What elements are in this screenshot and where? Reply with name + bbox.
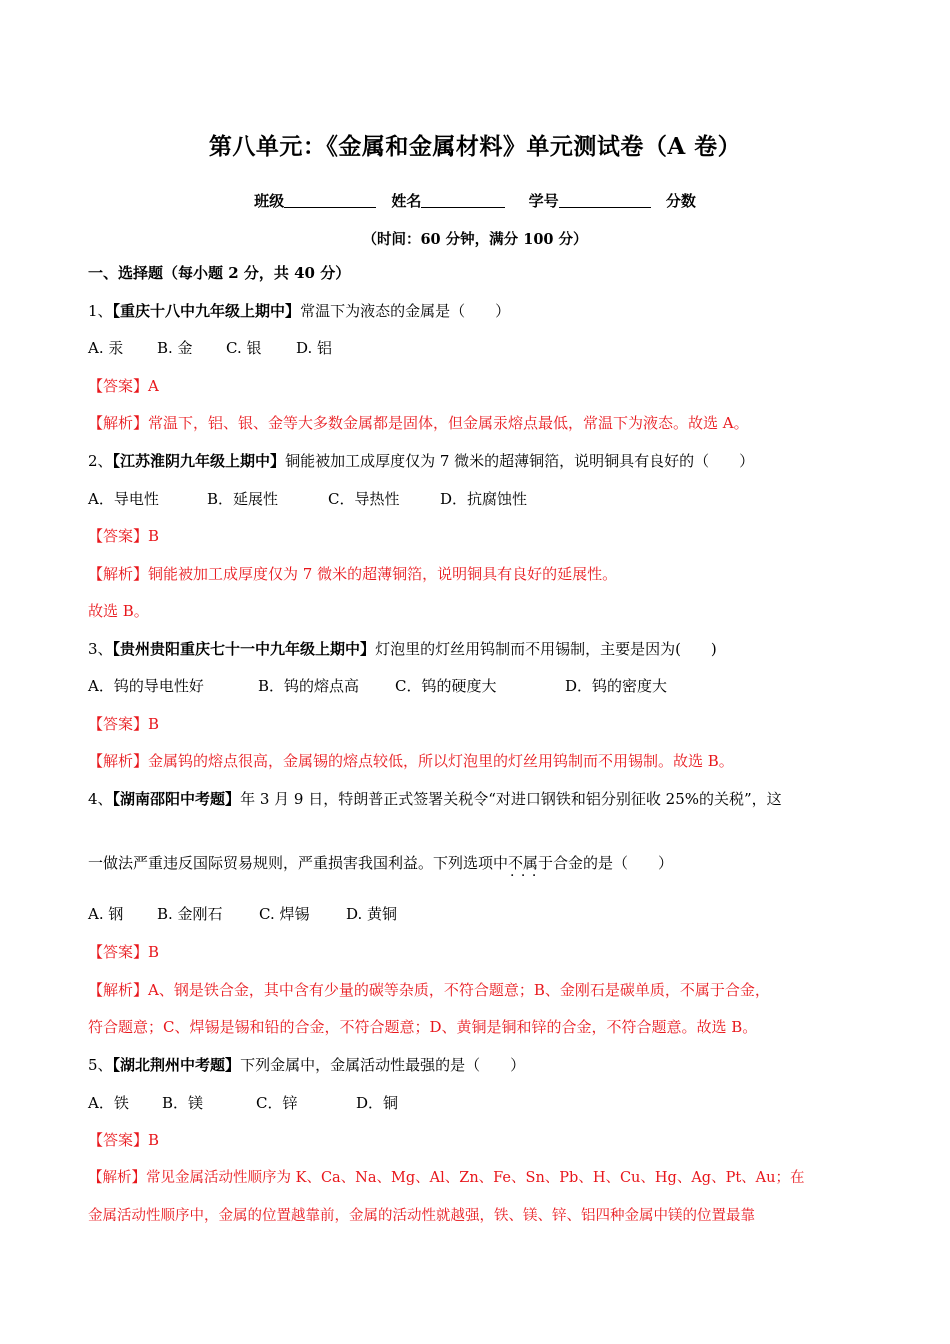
question-1-options: [88, 338, 332, 358]
score-label: 分数: [665, 192, 696, 210]
answer-2: [88, 526, 159, 546]
question-source: 【重庆十八中九年级上期中】: [112, 302, 301, 320]
analysis-text: 金属钨的熔点很高，金属锡的熔点较低，所以灯泡里的灯丝用钨制而不用锡制。故选 B。: [148, 752, 734, 770]
option-c: C. 焊锡: [259, 905, 310, 923]
question-4: [88, 789, 782, 809]
question-1: [88, 301, 510, 321]
question-2: [88, 451, 754, 471]
option-b: B. 金: [157, 339, 193, 357]
id-label: 学号: [528, 192, 559, 210]
option-d: D．钨的密度大: [565, 677, 668, 695]
analysis-text: 常温下，铝、银、金等大多数金属都是固体，但金属汞熔点最低，常温下为液态。故选 A。: [148, 414, 749, 432]
analysis-text: 常见金属活动性顺序为 K、Ca、Na、Mg、Al、Zn、Fe、Sn、Pb、H、Cu、Hg、Ag、Pt、Au；在: [146, 1170, 805, 1186]
option-a: A．导电性: [88, 490, 159, 508]
option-a: A. 汞: [88, 339, 124, 357]
option-c: C．锌: [256, 1094, 298, 1112]
answer-4: [88, 942, 159, 962]
answer-value: A: [148, 377, 159, 395]
class-blank: [284, 191, 376, 208]
option-d: D．铜: [356, 1094, 399, 1112]
analysis-3: [88, 751, 734, 771]
option-a: A. 钢: [88, 905, 124, 923]
question-text-cont: 一做法严重违反国际贸易规则，严重损害我国利益。下列选项中: [88, 854, 509, 872]
question-text: 铜能被加工成厚度仅为 7 微米的超薄铜箔，说明铜具有良好的（ ）: [285, 452, 755, 470]
section-heading: 一、选择题（每小题 2 分，共 40 分）: [88, 264, 351, 282]
question-number: 5、: [88, 1056, 113, 1074]
analysis-2: [88, 564, 617, 584]
answer-value: B: [148, 1131, 160, 1149]
answer-value: B: [148, 527, 160, 545]
option-d: D. 铝: [296, 339, 333, 357]
question-2-options: [88, 489, 527, 509]
question-number: 4、: [88, 790, 113, 808]
analysis-5-cont: 金属活动性顺序中，金属的位置越靠前，金属的活动性就越强，铁、镁、锌、铝四种金属中镁的位置最靠: [88, 1208, 755, 1224]
analysis-label: 【解析】: [88, 981, 149, 999]
analysis-text: 铜能被加工成厚度仅为 7 微米的超薄铜箔，说明铜具有良好的延展性。: [148, 565, 618, 583]
answer-5: [88, 1130, 159, 1150]
id-blank: [559, 191, 651, 208]
option-d: D. 黄铜: [346, 905, 398, 923]
question-number: 2、: [88, 452, 113, 470]
question-4-options: [88, 904, 397, 924]
question-4-cont: [88, 853, 673, 873]
question-5-options: [88, 1093, 398, 1113]
name-label: 姓名: [391, 192, 422, 210]
answer-label: 【答案】: [88, 943, 149, 961]
emphasis-text: 不属于 · · ·: [508, 853, 553, 873]
question-source: 【贵州贵阳重庆七十一中九年级上期中】: [112, 640, 376, 658]
option-b: B．镁: [162, 1094, 204, 1112]
answer-label: 【答案】: [88, 715, 149, 733]
option-a: A．钨的导电性好: [88, 677, 204, 695]
analysis-label: 【解析】: [88, 1170, 146, 1186]
question-source: 【江苏淮阴九年级上期中】: [112, 452, 286, 470]
answer-label: 【答案】: [88, 377, 149, 395]
question-3-options: [88, 676, 667, 696]
analysis-label: 【解析】: [88, 414, 149, 432]
analysis-1: [88, 413, 749, 433]
answer-value: B: [148, 715, 160, 733]
analysis-4-cont: 符合题意；C、焊锡是锡和铅的合金，不符合题意；D、黄铜是铜和锌的合金，不符合题意。故选 B。: [88, 1018, 758, 1036]
option-b: B. 金刚石: [157, 905, 223, 923]
student-info-line: [0, 190, 950, 211]
analysis-label: 【解析】: [88, 752, 149, 770]
option-b: B．延展性: [207, 490, 279, 508]
class-label: 班级: [254, 192, 285, 210]
question-text: 下列金属中，金属活动性最强的是（ ）: [240, 1056, 526, 1074]
option-b: B．钨的熔点高: [258, 677, 360, 695]
analysis-2-cont: 故选 B。: [88, 602, 149, 620]
option-c: C．导热性: [328, 490, 400, 508]
question-source: 【湖北荆州中考题】: [112, 1056, 241, 1074]
page-title: 第八单元：《金属和金属材料》单元测试卷（A 卷）: [208, 133, 742, 160]
answer-label: 【答案】: [88, 1131, 149, 1149]
option-d: D．抗腐蚀性: [440, 490, 528, 508]
analysis-text: A、钢是铁合金，其中含有少量的碳等杂质，不符合题意；B、金刚石是碳单质，不属于合金，: [148, 981, 770, 999]
answer-1: [88, 376, 159, 396]
question-5: [88, 1055, 525, 1075]
option-c: C. 银: [226, 339, 262, 357]
name-blank: [421, 191, 505, 208]
analysis-5: [88, 1168, 804, 1188]
option-c: C．钨的硬度大: [395, 677, 497, 695]
answer-label: 【答案】: [88, 527, 149, 545]
answer-3: [88, 714, 159, 734]
analysis-4: [88, 980, 770, 1000]
option-a: A．铁: [88, 1094, 129, 1112]
question-text: 常温下为液态的金属是（ ）: [300, 302, 511, 320]
question-3: [88, 639, 717, 659]
question-number: 1、: [88, 302, 113, 320]
analysis-label: 【解析】: [88, 565, 149, 583]
question-text-end: 合金的是（ ）: [553, 854, 674, 872]
time-note: （时间：60 分钟，满分 100 分）: [362, 231, 588, 248]
question-number: 3、: [88, 640, 113, 658]
question-source: 【湖南邵阳中考题】: [112, 790, 241, 808]
question-text: 年 3 月 9 日，特朗普正式签署关税令“对进口钢铁和铝分别征收 25%的关税”，这: [240, 790, 782, 808]
question-text: 灯泡里的灯丝用钨制而不用锡制，主要是因为( ): [375, 640, 717, 658]
answer-value: B: [148, 943, 160, 961]
